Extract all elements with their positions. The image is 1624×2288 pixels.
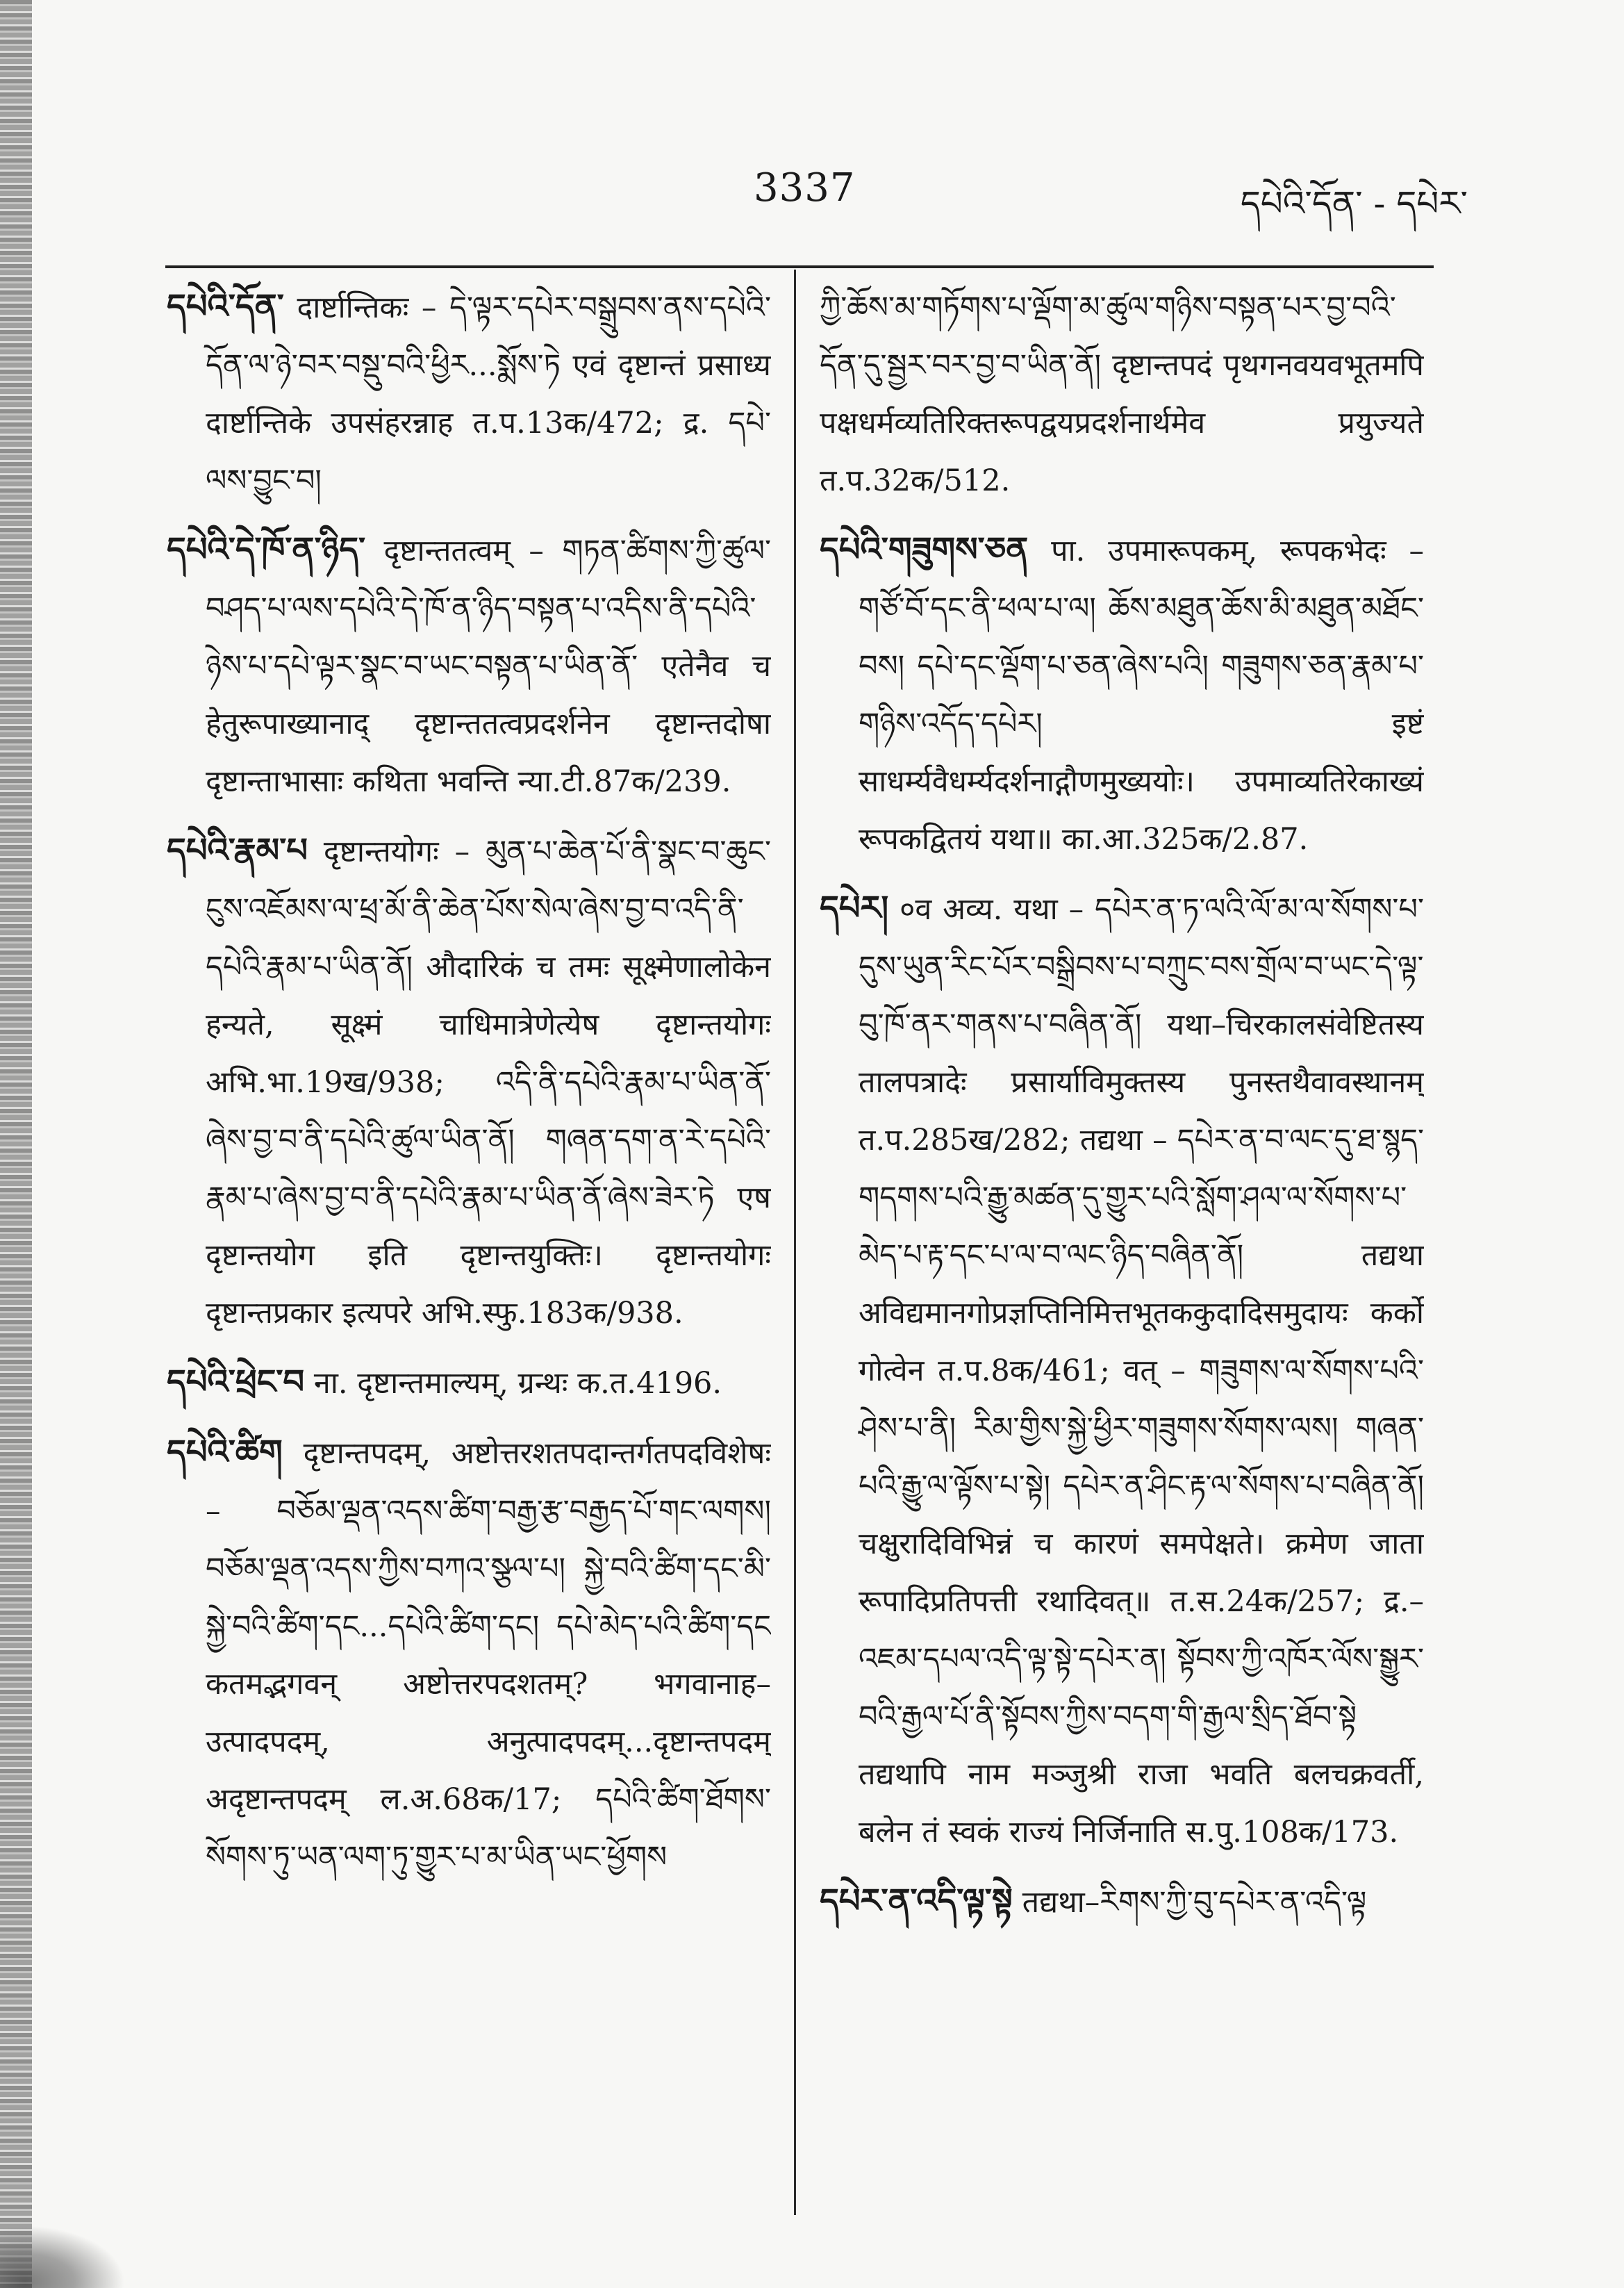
entry-headword: དཔེའི་དོན་ [167,287,284,326]
entry-body: दृष्टान्तपदम्, अष्टोत्तरशतपदान्तर्गतपदविशेषः – བཅོམ་ལྡན་འདས་ཚིག་བརྒྱ་རྩ་བརྒྱད་པོ་གང་ལགས། བཅོམ་ལྡན་འདས་ཀྱིས་བཀའ་སྩལ་པ། སྐྱེ་བའི་ཚིག་དང་མི་སྐྱེ་བའི་ཚིག་དང...དཔེའི་ཚིག་དང། དཔེ་མེད་པའི་ཚིག་དང कतमद्भगवन् अष्टोत्तरपदशतम्? भगवानाह–उत्पादपदम्, अनुत्पादपदम्...दृष्टान्तपदम् अदृष्टान्तपदम् ल.अ.68क/17; དཔེའི་ཚིག་ཐོགས་སོགས་ཏུ་ཡན་ལག་ཏུ་གྱུར་པ་མ་ཡིན་ཡང་ཕྱོགས [206,1436,771,1875]
dictionary-entry [820,521,1424,869]
right-column [820,278,1424,1943]
dictionary-entry [167,1353,771,1413]
entry-body: दार्ष्टान्तिकः – དེ་ལྟར་དཔེར་བསྒྲུབས་ནས་དཔེའི་དོན་ལ་ཉེ་བར་བསྡུ་བའི་ཕྱིར...སྨོས་ཏེ एवं दृष्टान्तं प्रसाध्य दार्ष्टान्तिके उपसंहरन्नाह त.प.13क/472; द्र. དཔེ་ལས་བྱུང་བ། [206,290,771,498]
entry-body: ཀྱི་ཆོས་མ་གཏོགས་པ་ལྡོག་མ་ཚུལ་གཉིས་བསྟན་པར་བྱ་བའི་དོན་དུ་སྦྱར་བར་བྱ་བ་ཡིན་ནོ། दृष्टान्तपदं पृथगनवयवभूतमपि पक्षधर्मव्यतिरिक्तरूपद्वयप्रदर्शनार्थमेव प्रयुज्यते त.प.32क/512. [820,290,1424,498]
header-rule [165,265,1434,268]
left-column [167,278,771,1898]
scan-binding-edge [0,0,32,2288]
dictionary-entry [820,1873,1424,1932]
scan-smudge [0,2225,125,2288]
entry-body: ०व अव्य. यथा – དཔེར་ན་ཏ་ལའི་ལོ་མ་ལ་སོགས་པ་དུས་ཡུན་རིང་པོར་བསྒྲིབས་པ་བཀྲུང་བས་གྲོལ་བ་ཡང་དེ་ལྟ་བུ་ཁོ་ནར་གནས་པ་བཞིན་ནོ། यथा–चिरकालसंवेष्टितस्य तालपत्रादेः प्रसार्याविमुक्तस्य पुनस्तथैवावस्थानम् त.प.285ख/282; तद्यथा – དཔེར་ན་བ་ལང་དུ་ཐ་སྙད་གདགས་པའི་རྒྱུ་མཚན་དུ་གྱུར་པའི་སློག་ཤལ་ལ་སོགས་པ་མེད་པ་རྟ་དང་པ་ལ་བ་ལང་ཉིད་བཞིན་ནོ། तद्यथा अविद्यमानगोप्रज्ञप्तिनिमित्तभूतककुदादिसमुदायः कर्को गोत्वेन त.प.8क/461; वत् – གཟུགས་ལ་སོགས་པའི་ཤེས་པ་ནི། རིམ་གྱིས་སྐྱེ་ཕྱིར་གཟུགས་སོགས་ལས། གཞན་པའི་རྒྱུ་ལ་ལྟོས་པ་སྟེ། དཔེར་ན་ཤིང་རྟ་ལ་སོགས་པ་བཞིན་ནོ། चक्षुरादिविभिन्नं च कारणं समपेक्षते। क्रमेण जाता रूपादिप्रतिपत्ती रथादिवत्॥ त.स.24क/257; द्र.– འཇམ་དཔལ་འདི་ལྟ་སྟེ་དཔེར་ན། སྟོབས་ཀྱི་འཁོར་ལོས་སྒྱུར་བའི་རྒྱལ་པོ་ནི་སྟོབས་ཀྱིས་བདག་གི་རྒྱལ་སྲིད་ཐོབ་སྟེ तद्यथापि नाम मञ्जुश्री राजा भवति बलचक्रवर्ती, बलेन तं स्वकं राज्यं निर्जिनाति स.पु.108क/173. [859,892,1424,1850]
page-number: 3337 [754,165,856,211]
entry-headword: དཔེའི་གཟུགས་ཅན [820,530,1029,569]
entry-headword: དཔེའི་ཚིག [167,1433,283,1472]
entry-headword: དཔེའི་ཕྲེང་བ [167,1363,305,1401]
column-divider [794,270,796,2215]
entry-body: दृष्टान्तयोगः – མུན་པ་ཆེན་པོ་ནི་སྣང་བ་ཆུང་ངུས་འཇོམས་ལ་ཕྲ་མོ་ནི་ཆེན་པོས་སེལ་ཞེས་བྱ་བ་འདི་ནི་དཔེའི་རྣམ་པ་ཡིན་ནོ། औदारिकं च तमः सूक्ष्मेणालोकेन हन्यते, सूक्ष्मं चाधिमात्रेणेत्येष दृष्टान्तयोगः अभि.भा.19ख/938; འདི་ནི་དཔེའི་རྣམ་པ་ཡིན་ནོ་ཞེས་བྱ་བ་ནི་དཔེའི་ཚུལ་ཡིན་ནོ། གཞན་དག་ན་རེ་དཔེའི་རྣམ་པ་ཞེས་བྱ་བ་ནི་དཔེའི་རྣམ་པ་ཡིན་ནོ་ཞེས་ཟེར་ཏེ एष दृष्टान्तयोग इति दृष्टान्तयुक्तिः। दृष्टान्तयोगः दृष्टान्तप्रकार इत्यपरे अभि.स्फु.183क/938. [206,834,771,1331]
running-head: དཔེའི་དོན་ - དཔེར་ [1240,183,1468,224]
entry-headword: དཔེའི་དེ་ཁོ་ན་ཉིད་ [167,530,366,569]
dictionary-entry [167,521,771,811]
dictionary-entry-continued [820,278,1424,510]
entry-body: दृष्टान्ततत्वम् – གཏན་ཚིགས་ཀྱི་ཚུལ་བཤད་པ་ལས་དཔེའི་དེ་ཁོ་ན་ཉིད་བསྟན་པ་འདིས་ནི་དཔེའི་ཉེས་པ་དཔེ་ལྟར་སྣང་བ་ཡང་བསྟན་པ་ཡིན་ནོ་ एतेनैव च हेतुरूपाख्यानाद् दृष्टान्ततत्वप्रदर्शनेन दृष्टान्तदोषा दृष्टान्ताभासाः कथिता भवन्ति न्या.टी.87क/239. [206,534,771,799]
dictionary-entry [167,1424,771,1886]
entry-body: तद्यथा–རིགས་ཀྱི་བུ་དཔེར་ན་འདི་ལྟ [1012,1885,1367,1920]
entry-body: पा. उपमारूपकम्, रूपकभेदः – གཙོ་བོ་དང་ནི་ཕལ་པ་ལ། ཆོས་མཐུན་ཆོས་མི་མཐུན་མཐོང་བས། དཔེ་དང་ལྡོག་པ་ཅན་ཞེས་པའི། གཟུགས་ཅན་རྣམ་པ་གཉིས་འདོད་དཔེར། इष्टं साधर्म्यवैधर्म्यदर्शनाद्गौणमुख्ययोः। उपमाव्यतिरेकाख्यं रूपकद्वितयं यथा॥ का.आ.325क/2.87. [859,534,1424,857]
entry-headword: དཔེར་ན་འདི་ལྟ་སྟེ [820,1882,1013,1920]
entry-headword: དཔེའི་རྣམ་པ [167,831,308,870]
entry-headword: དཔེར། [820,889,889,928]
dictionary-entry [167,278,771,510]
dictionary-entry [820,880,1424,1861]
entry-body: ना. दृष्टान्तमाल्यम्, ग्रन्थः क.त.4196. [304,1366,722,1401]
dictionary-entry [167,822,771,1342]
